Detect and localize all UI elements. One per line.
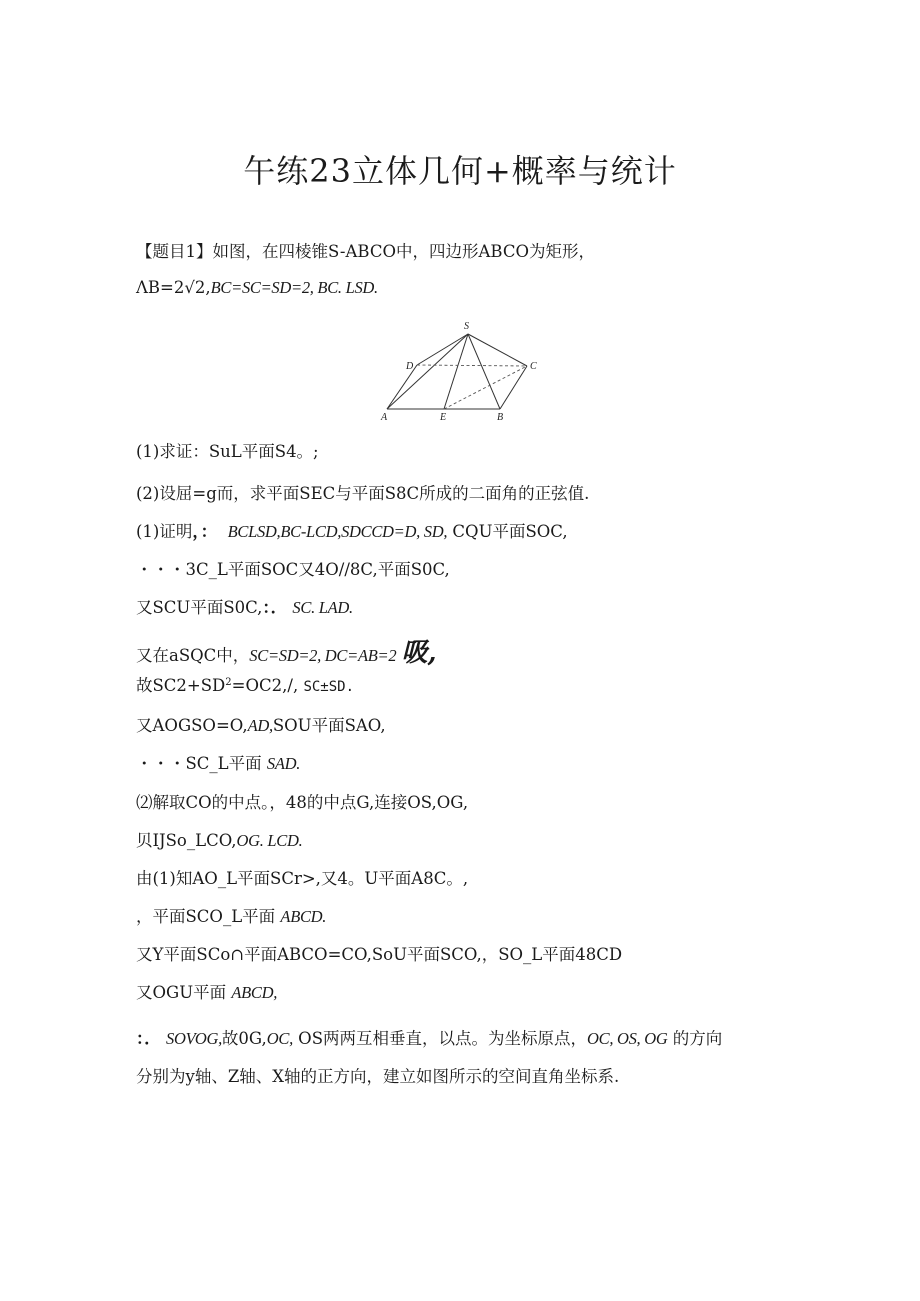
text-fragment: 贝IJSo_LCO, — [136, 831, 237, 850]
garbled-glyph: 吸, — [401, 638, 437, 668]
solution-line-15: 分别为y轴、Z轴、X轴的正方向，建立如图所示的空间直角坐标系. — [136, 1067, 620, 1086]
math-expression: ABCD, — [231, 983, 278, 1002]
solution-line-8: ⑵解取CO的中点。，48的中点G,连接OS,OG, — [136, 793, 469, 812]
math-expression: SC±SD. — [303, 679, 355, 695]
math-expression: OC, OS, OG — [587, 1029, 668, 1048]
solution-line-6 — [136, 712, 386, 736]
text-fragment: ・・・SC_L平面 — [136, 754, 262, 773]
solution-line-2: ・・・3C_L平面SOC又4O//8C,平面S0C, — [136, 560, 450, 579]
superscript: 2 — [225, 677, 232, 688]
page-title: 午练23立体几何+概率与统计 — [243, 152, 677, 190]
solution-line-4 — [136, 632, 437, 669]
math-expression: OG. LCD. — [236, 831, 303, 850]
text-fragment: 又OGU平面 — [136, 983, 227, 1002]
solution-line-1 — [136, 518, 568, 542]
math-expression: ABCD. — [280, 907, 327, 926]
solution-line-3 — [136, 594, 353, 618]
text-fragment: ，平面SCO_L平面 — [136, 907, 276, 926]
punctuation: ，： — [192, 522, 218, 541]
problem-statement: 【题目1】如图，在四棱锥S-ABCO中，四边形ABCO为矩形， — [136, 242, 595, 261]
question-2: (2)设屈=g而，求平面SEC与平面S8C所成的二面角的正弦值. — [136, 484, 590, 503]
math-expression: AD, — [247, 716, 273, 735]
math-expression: OC, — [266, 1029, 293, 1048]
text-fragment: 故0G, — [221, 1029, 267, 1048]
text-fragment: CQU平面SOC, — [452, 522, 568, 541]
text-fragment: SOU平面SAO, — [272, 716, 386, 735]
given-ab: ΛB=2√2, — [136, 278, 211, 297]
text-fragment: 又AOGSO=O, — [136, 716, 248, 735]
solution-line-10: 由(1)知AO_L平面SCr>,又4。U平面A8C。, — [136, 869, 469, 888]
therefore-symbol: ：． — [262, 598, 288, 617]
edge-ec-hidden — [444, 366, 527, 409]
text-fragment: OS两两互相垂直，以点。为坐标原点， — [298, 1029, 588, 1048]
label-b: B — [497, 412, 504, 423]
proof-label: (1)证明 — [136, 522, 193, 541]
label-s: S — [464, 321, 469, 332]
edge-sd — [417, 334, 468, 365]
text-fragment: 的方向 — [672, 1029, 723, 1048]
pyramid-figure — [372, 318, 548, 426]
label-d: D — [406, 361, 414, 372]
given-conditions: BC=SC=SD=2, BC. LSD. — [210, 278, 378, 297]
text-fragment: 故SC2+SD — [136, 676, 226, 695]
solution-line-9 — [136, 827, 302, 851]
edge-sb — [468, 334, 500, 409]
math-expression: SC=SD=2, DC=AB=2 — [249, 646, 397, 665]
solution-line-5 — [136, 672, 354, 696]
problem-statement-line-1 — [136, 238, 595, 262]
edge-sc — [468, 334, 527, 366]
solution-line-7 — [136, 750, 300, 774]
edge-bc — [500, 366, 527, 409]
label-a: A — [381, 412, 388, 423]
math-expression: SAD. — [266, 754, 301, 773]
solution-line-14 — [136, 1025, 722, 1049]
solution-line-12: 又Y平面SCo∩平面ABCO=CO,SoU平面SCO,，SO_L平面48CD — [136, 945, 623, 964]
solution-line-13 — [136, 979, 277, 1003]
text-fragment: 又在aSQC中， — [136, 646, 250, 665]
text-fragment: 又SCU平面S0C, — [136, 598, 263, 617]
label-e: E — [440, 412, 447, 423]
math-expression: SC. LAD. — [292, 598, 353, 617]
label-c: C — [530, 361, 537, 372]
text-fragment: =OC2,/, — [231, 676, 299, 695]
solution-line-11 — [136, 903, 326, 927]
therefore-symbol: ：． — [136, 1029, 161, 1048]
math-expression: BCLSD,BC-LCD,SDCCD=D, SD, — [227, 522, 448, 541]
problem-statement-line-2 — [136, 278, 378, 298]
question-1: (1)求证：SuL平面S4。; — [136, 442, 319, 461]
math-expression: SOVOG, — [166, 1029, 222, 1048]
